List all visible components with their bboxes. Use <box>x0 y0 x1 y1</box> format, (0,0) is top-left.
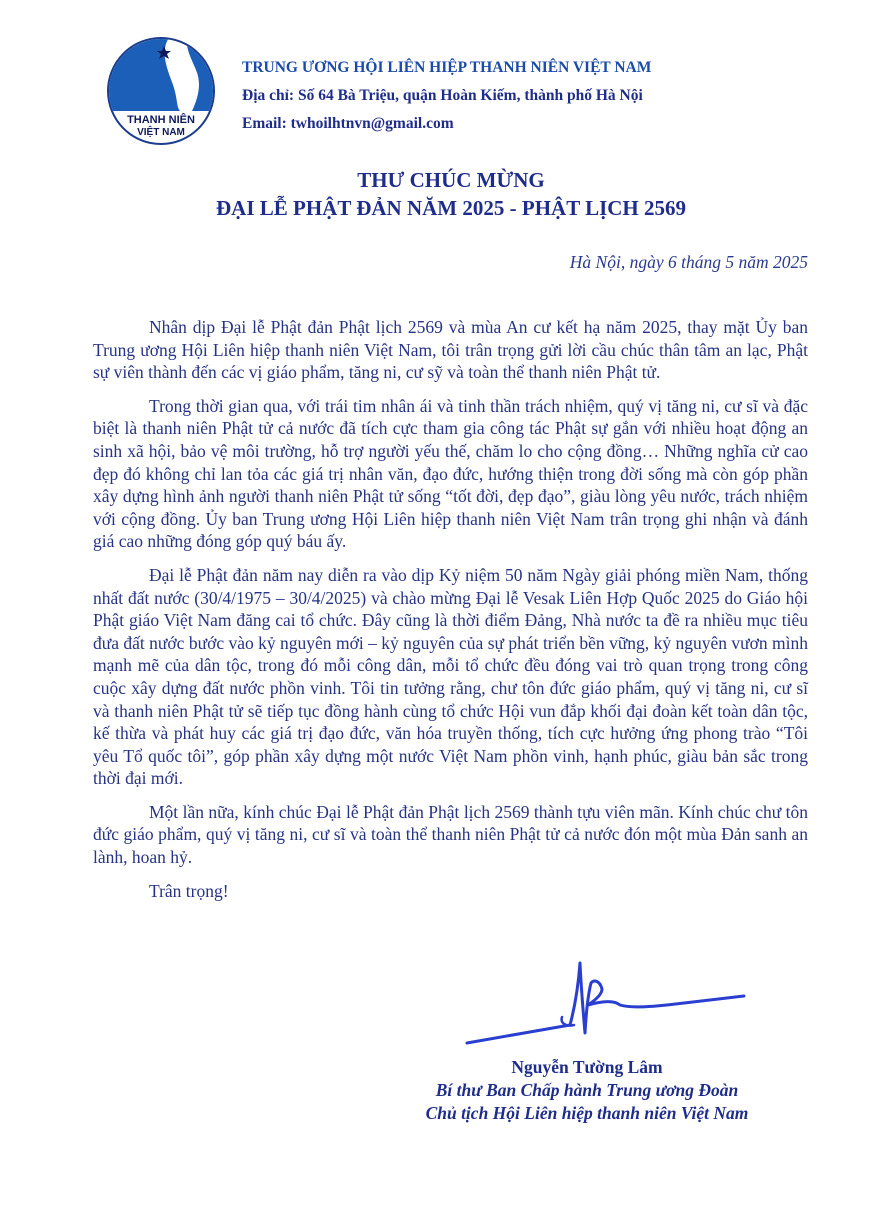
body-paragraph: Một lần nữa, kính chúc Đại lễ Phật đản Phật lịch 2569 thành tựu viên mãn. Kính chúc chư tôn đức giáo phẩm, quý vị tăng ni, cư sĩ và toàn thể thanh niên Phật tử cả nước đón một mùa Đản sanh an lành, hoan hỷ. <box>93 801 808 868</box>
logo-text-line1: THANH NIÊN <box>127 114 195 126</box>
organization-name: TRUNG ƯƠNG HỘI LIÊN HIỆP THANH NIÊN VIỆT NAM <box>242 59 652 76</box>
dateline: Hà Nội, ngày 6 tháng 5 năm 2025 <box>569 252 808 272</box>
signer-title-2: Chủ tịch Hội Liên hiệp thanh niên Việt Nam <box>425 1103 749 1123</box>
signer-name: Nguyễn Tường Lâm <box>511 1057 663 1077</box>
organization-logo-icon <box>106 36 216 146</box>
closing-salutation: Trân trọng! <box>149 880 229 901</box>
letter-body <box>93 316 808 913</box>
logo-text-line2: VIỆT NAM <box>137 127 185 138</box>
signer-title-1: Bí thư Ban Chấp hành Trung ương Đoàn <box>435 1080 739 1100</box>
organization-address: Địa chỉ: Số 64 Bà Triệu, quận Hoàn Kiếm, thành phố Hà Nội <box>242 87 643 104</box>
body-paragraph: Nhân dịp Đại lễ Phật đản Phật lịch 2569 và mùa An cư kết hạ năm 2025, thay mặt Ủy ban Trung ương Hội Liên hiệp thanh niên Việt Nam, tôi trân trọng gửi lời cầu chúc thân tâm an lạc, Phật sự viên thành đến các vị giáo phẩm, tăng ni, cư sỹ và toàn thể thanh niên Phật tử. <box>93 317 808 383</box>
letter-title: THƯ CHÚC MỪNG <box>357 168 545 192</box>
organization-header <box>242 54 651 138</box>
body-paragraph: Đại lễ Phật đản năm nay diễn ra vào dịp Kỷ niệm 50 năm Ngày giải phóng miền Nam, thống nhất đất nước (30/4/1975 – 30/4/2025) và chào mừng Đại lễ Vesak Liên Hợp Quốc 2025 do Giáo hội Phật giáo Việt Nam đăng cai tổ chức. Đây cũng là thời điểm Đảng, Nhà nước ta đề ra nhiều mục tiêu đưa đất nước bước vào kỷ nguyên mới – kỷ nguyên của sự phát triển bền vững, kỷ nguyên vươn mình mạnh mẽ của dân tộc, trong đó mỗi công dân, mỗi tổ chức đều đóng vai trò quan trọng trong công cuộc xây dựng đất nước phồn vinh. Tôi tin tưởng rằng, chư tôn đức giáo phẩm, quý vị tăng ni, cư sĩ và thanh niên Phật tử sẽ tiếp tục đồng hành cùng tổ chức Hội vun đắp khối đại đoàn kết toàn dân tộc, kế thừa và phát huy các giá trị đạo đức, văn hóa truyền thống, tích cực hưởng ứng phong trào “Tôi yêu Tổ quốc tôi”, góp phần xây dựng một nước Việt Nam phồn vinh, hạnh phúc, giàu bản sắc trong thời đại mới. <box>93 564 808 789</box>
body-paragraph: Trong thời gian qua, với trái tim nhân ái và tinh thần trách nhiệm, quý vị tăng ni, cư sĩ và đặc biệt là thanh niên Phật tử cả nước đã tích cực tham gia công tác Phật sự gắn với nhiều hoạt động an sinh xã hội, bảo vệ môi trường, hỗ trợ người yếu thế, chăm lo cho cộng đồng… Những nghĩa cử cao đẹp đó không chỉ lan tỏa các giá trị nhân văn, đạo đức, hướng thiện trong đời sống mà còn góp phần xây dựng hình ảnh người thanh niên Phật tử sống “tốt đời, đẹp đạo”, giàu lòng yêu nước, trách nhiệm với cộng đồng. Ủy ban Trung ương Hội Liên hiệp thanh niên Việt Nam trân trọng ghi nhận và đánh giá cao những đóng góp quý báu ấy. <box>93 395 808 552</box>
signature-icon <box>462 955 752 1050</box>
organization-email: Email: twhoilhtnvn@gmail.com <box>242 115 454 132</box>
letter-subtitle: ĐẠI LỄ PHẬT ĐẢN NĂM 2025 - PHẬT LỊCH 2569 <box>216 196 686 220</box>
